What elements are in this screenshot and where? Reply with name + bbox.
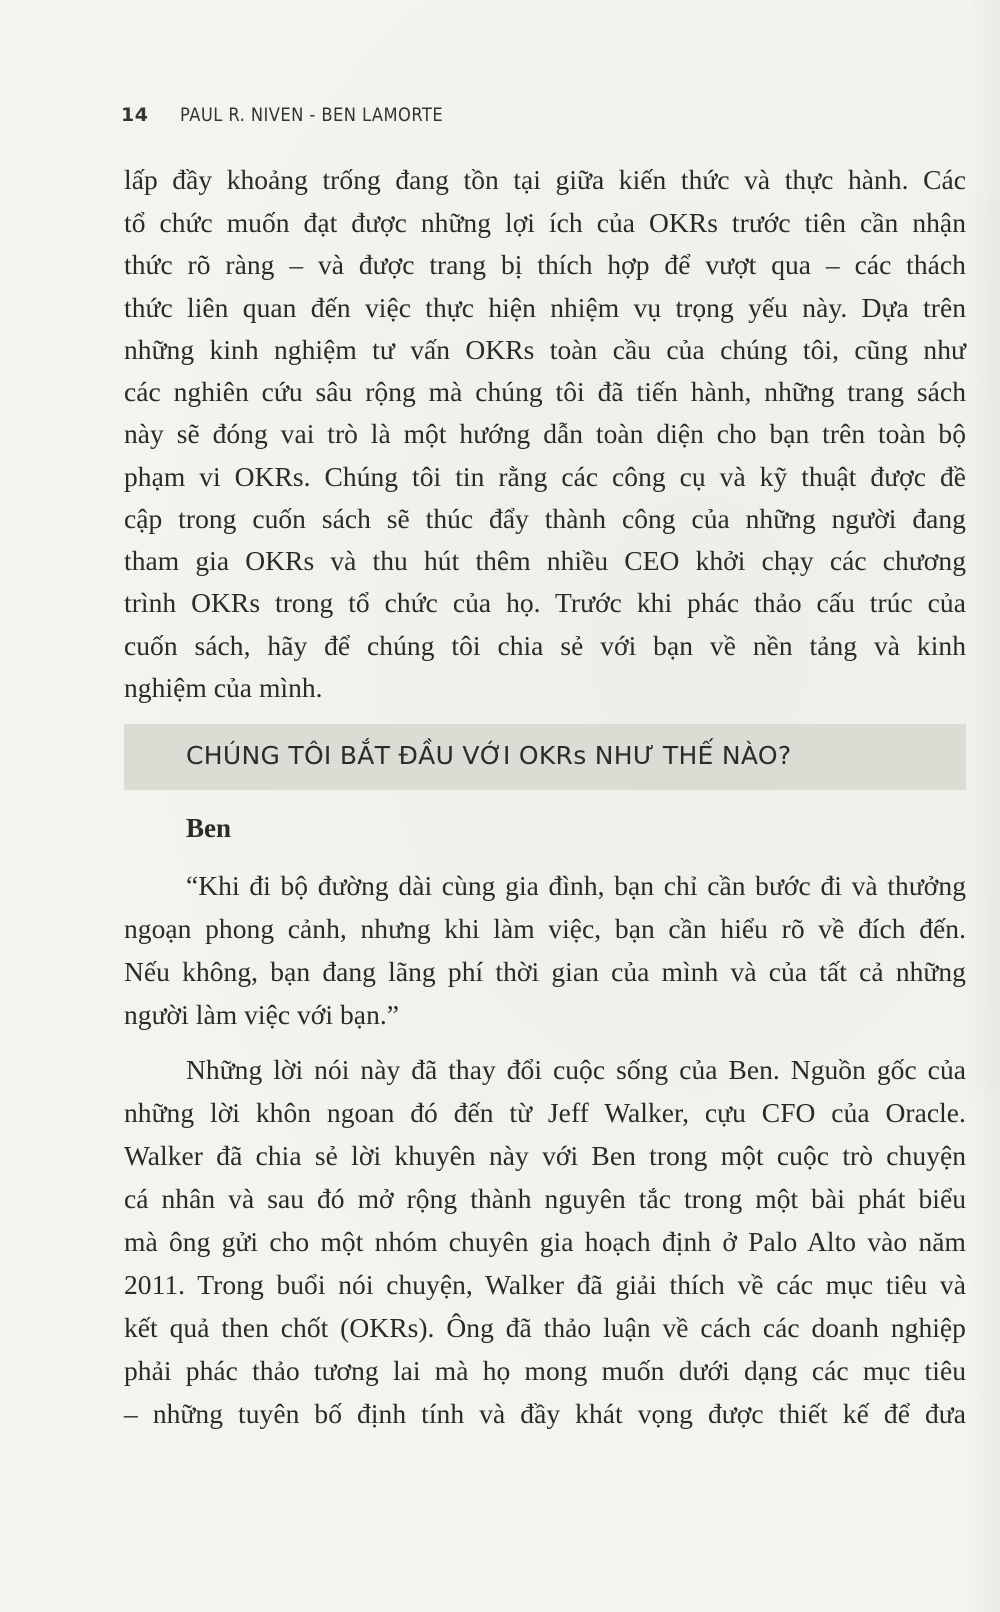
text-line: các nghiên cứu sâu rộng mà chúng tôi đã tiến hành, những trang sách <box>124 376 966 407</box>
text-line: lấp đầy khoảng trống đang tồn tại giữa kiến thức và thực hành. Các <box>124 164 966 195</box>
text-line: cập trong cuốn sách sẽ thúc đẩy thành công của những người đang <box>124 503 966 534</box>
quote-line: ngoạn phong cảnh, nhưng khi làm việc, bạn cần hiểu rõ về đích đến. <box>124 913 966 944</box>
page-edge-shadow <box>970 0 1000 1612</box>
text-line: tổ chức muốn đạt được những lợi ích của OKRs trước tiên cần nhận <box>124 207 966 238</box>
section-heading: CHÚNG TÔI BẮT ĐẦU VỚI OKRs NHƯ THẾ NÀO? <box>186 741 792 770</box>
text-line: tham gia OKRs và thu hút thêm nhiều CEO khởi chạy các chương <box>124 545 966 576</box>
text-line: phải phác thảo tương lai mà họ mong muốn dưới dạng các mục tiêu <box>124 1355 966 1386</box>
text-line: phạm vi OKRs. Chúng tôi tin rằng các công cụ và kỹ thuật được đề <box>124 461 966 492</box>
text-line: trình OKRs trong tổ chức của họ. Trước khi phác thảo cấu trúc của <box>124 587 966 618</box>
text-line: thức liên quan đến việc thực hiện nhiệm vụ trọng yếu này. Dựa trên <box>124 292 966 323</box>
text-line: cuốn sách, hãy để chúng tôi chia sẻ với bạn về nền tảng và kinh <box>124 630 966 661</box>
text-line: Walker đã chia sẻ lời khuyên này với Ben trong một cuộc trò chuyện <box>124 1140 966 1171</box>
text-line: kết quả then chốt (OKRs). Ông đã thảo luận về cách các doanh nghiệp <box>124 1312 966 1343</box>
text-line: này sẽ đóng vai trò là một hướng dẫn toàn diện cho bạn trên toàn bộ <box>124 418 966 449</box>
header-authors: PAUL R. NIVEN - BEN LAMORTE <box>180 104 444 126</box>
quote-line: “Khi đi bộ đường dài cùng gia đình, bạn chỉ cần bước đi và thưởng <box>186 870 966 901</box>
speaker-name: Ben <box>186 813 232 843</box>
text-line: những kinh nghiệm tư vấn OKRs toàn cầu của chúng tôi, cũng như <box>124 334 966 365</box>
text-line: nghiệm của mình. <box>124 672 323 703</box>
quote-line: Nếu không, bạn đang lãng phí thời gian của mình và của tất cả những <box>124 956 966 987</box>
text-line: cá nhân và sau đó mở rộng thành nguyên tắc trong một bài phát biểu <box>124 1183 966 1214</box>
page-number: 14 <box>121 104 149 126</box>
text-line: – những tuyên bố định tính và đầy khát vọng được thiết kế để đưa <box>124 1398 966 1429</box>
text-line: Những lời nói này đã thay đổi cuộc sống của Ben. Nguồn gốc của <box>186 1054 966 1085</box>
text-line: mà ông gửi cho một nhóm chuyên gia hoạch định ở Palo Alto vào năm <box>124 1226 966 1257</box>
text-line: 2011. Trong buổi nói chuyện, Walker đã giải thích về các mục tiêu và <box>124 1269 966 1300</box>
text-line: thức rõ ràng – và được trang bị thích hợp để vượt qua – các thách <box>124 249 966 280</box>
running-header <box>121 104 486 126</box>
text-line: những lời khôn ngoan đó đến từ Jeff Walker, cựu CFO của Oracle. <box>124 1097 966 1128</box>
quote-line: người làm việc với bạn.” <box>124 999 400 1030</box>
